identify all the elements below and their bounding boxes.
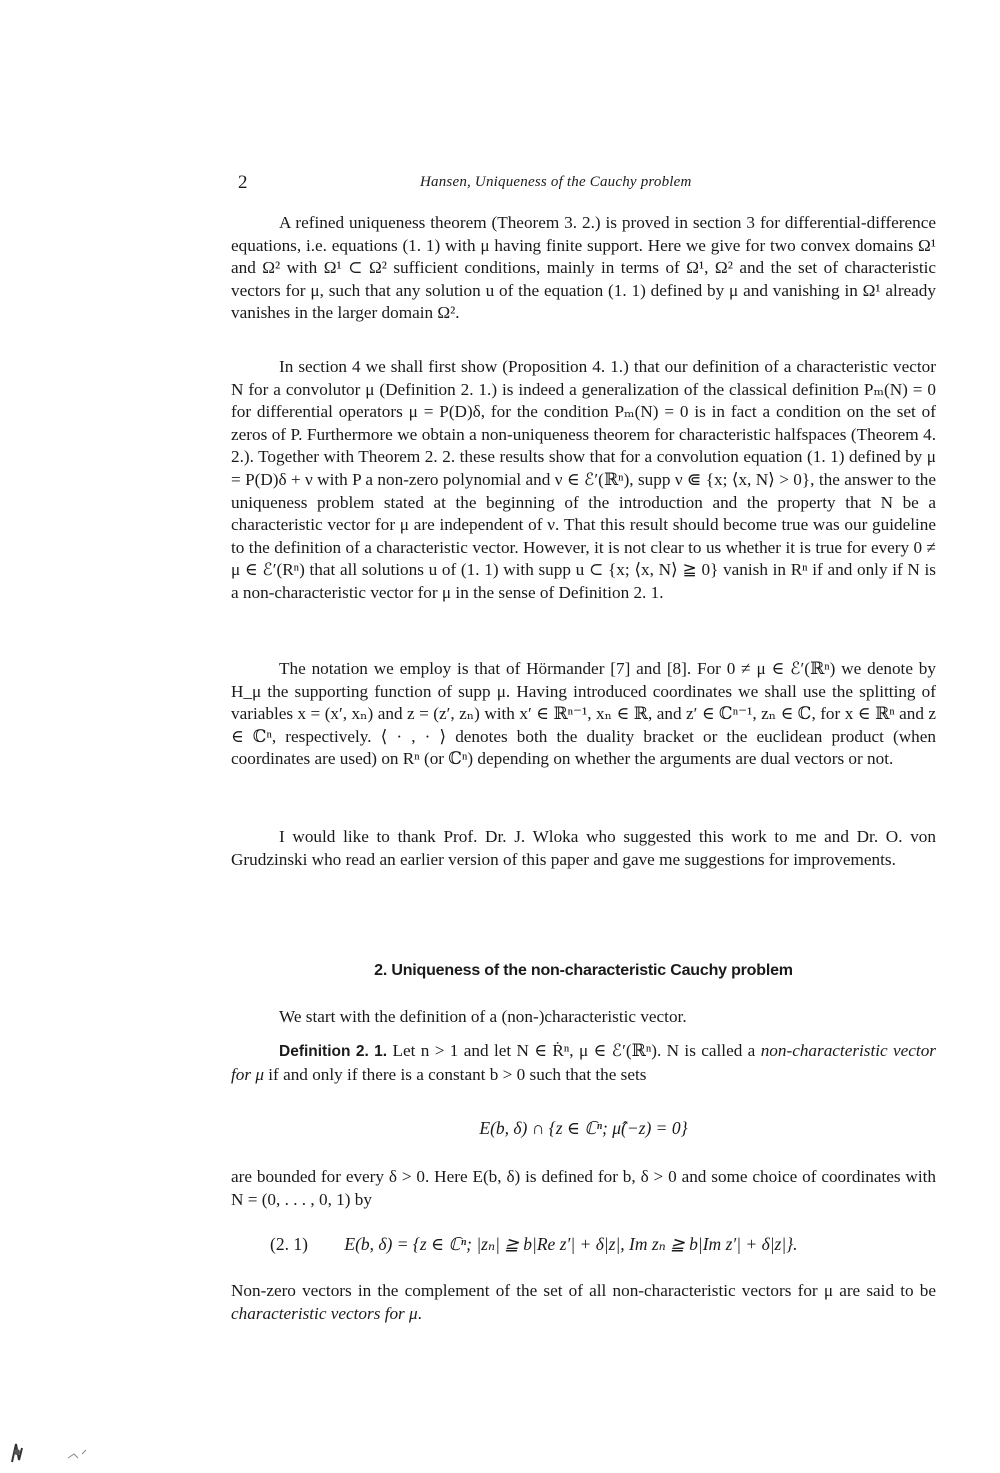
section-heading: 2. Uniqueness of the non-characteristic Cauchy problem [374,962,793,979]
paragraph-notation: The notation we employ is that of Hörmander [7] and [8]. For 0 ≠ μ ∈ ℰ′(ℝⁿ) we denote by H_μ the supporting function of supp μ. Having introduced coordinates we shall use the splitting of variables x = (x′, xₙ) and z = (z′, zₙ) with x′ ∈ ℝⁿ⁻¹, xₙ ∈ ℝ, and z′ ∈ ℂⁿ⁻¹, zₙ ∈ ℂ, for x ∈ ℝⁿ and z ∈ ℂⁿ, respectively. ⟨ · , · ⟩ denotes both the duality bracket or the euclidean product (when coordinates are used) on Rⁿ (or ℂⁿ) depending on whether the arguments are dual vectors or not. [231,659,936,769]
paragraph-section-4-summary: In section 4 we shall first show (Proposition 4. 1.) that our definition of a characteristic vector N for a convolutor μ (Definition 2. 1.) is indeed a generalization of the classical definition Pₘ(N) = 0 for differential operators μ = P(D)δ, for the condition Pₘ(N) = 0 is in fact a condition on the set of zeros of P. Furthermore we obtain a non-uniqueness theorem for characteristic halfspaces (Theorem 4. 2.). Together with Theorem 2. 2. these results show that for a convolution equation (1. 1) defined by μ = P(D)δ + ν with P a non-zero polynomial and ν ∈ ℰ′(ℝⁿ), supp ν ⋐ {x; ⟨x, N⟩ > 0}, the answer to the uniqueness problem stated at the beginning of the introduction and the property that N be a characteristic vector for μ are independent of ν. That this result should become true was our guideline to the definition of a characteristic vector. However, it is not clear to us whether it is true for every 0 ≠ μ ∈ ℰ′(Rⁿ) that all solutions u of (1. 1) with supp u ⊂ {x; ⟨x, N⟩ ≧ 0} vanish in Rⁿ if and only if N is a non-characteristic vector for μ in the sense of Definition 2. 1. [231,357,936,602]
equation-body: E(b, δ) = {z ∈ ℂⁿ; |zₙ| ≧ b|Re z′| + δ|z|, Im zₙ ≧ b|Im z′| + δ|z|}. [344,1234,798,1254]
paragraph-section-intro: We start with the definition of a (non-)characteristic vector. [279,1007,687,1026]
paragraph-acknowledgements: I would like to thank Prof. Dr. J. Wloka who suggested this work to me and Dr. O. von Grudzinski who read an earlier version of this paper and gave me suggestions for improvements. [231,827,936,869]
equation-label: (2. 1) [270,1234,308,1254]
definition-term: non-characteristic vector for μ [231,1041,936,1084]
scan-artifact-mark [8,1440,98,1464]
equation-2-1 [270,1234,936,1255]
paragraph-characteristic-vectors [231,1280,936,1325]
definition-label: Definition 2. 1. [279,1043,388,1060]
closing-text-start: Non-zero vectors in the complement of the set of all non-characteristic vectors for μ are said to be [231,1281,936,1300]
paragraph-theorem-summary: A refined uniqueness theorem (Theorem 3. 2.) is proved in section 3 for differential-difference equations, i.e. equations (1. 1) with μ having finite support. Here we give for two convex domains Ω¹ and Ω² with Ω¹ ⊂ Ω² sufficient conditions, mainly in terms of Ω¹, Ω² and the set of characteristic vectors for μ, such that any solution u of the equation (1. 1) defined by μ and vanishing in Ω¹ already vanishes in the larger domain Ω². [231,213,936,323]
definition-paragraph [231,1040,936,1086]
definition-text-start: Let n > 1 and let N ∈ Ṙⁿ, μ ∈ ℰ′(ℝⁿ). N is called a [387,1041,761,1060]
closing-text-end: . [417,1303,422,1323]
definition-text-end: if and only if there is a constant b > 0 such that the sets [263,1064,647,1084]
running-head: Hansen, Uniqueness of the Cauchy problem [420,174,692,190]
page-number: 2 [238,172,248,193]
paragraph-bounded: are bounded for every δ > 0. Here E(b, δ) is defined for b, δ > 0 and some choice of coordinates with N = (0, . . . , 0, 1) by [231,1167,936,1209]
set-expression: E(b, δ) ∩ {z ∈ ℂⁿ; μ̂(−z) = 0} [479,1118,688,1138]
closing-term: characteristic vectors for μ [231,1303,418,1323]
page-header [0,172,1000,196]
